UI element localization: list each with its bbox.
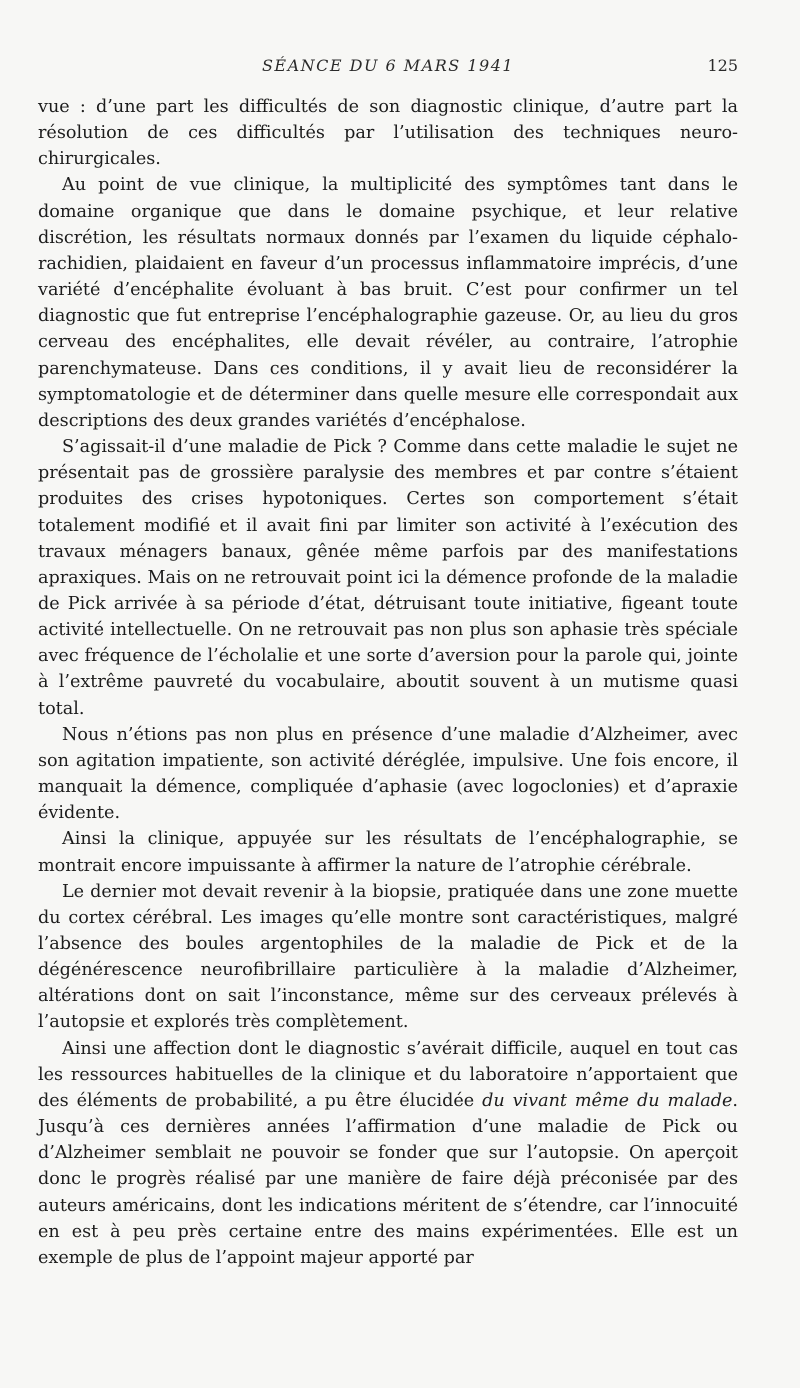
- paragraph-2: Au point de vue clinique, la multiplicité des symptômes tant dans le domaine organique que dans le domaine psychique, et leur relative discrétion, les résultats normaux donnés par l’examen du liquide céphalo-rachidien, plaidaient en faveur d’un processus inflammatoire imprécis, d’une variété d’encéphalite évoluant à bas bruit. C’est pour confirmer un tel diagnostic que fut entreprise l’encéphalographie gazeuse. Or, au lieu du gros cerveau des encéphalites, elle devait révéler, au contraire, l’atrophie parenchymateuse. Dans ces conditions, il y avait lieu de reconsidérer la symptomatologie et de déterminer dans quelle mesure elle correspondait aux descriptions des deux grandes variétés d’encéphalose.: [38, 175, 738, 431]
- paragraph-4: Nous n’étions pas non plus en présence d’une maladie d’Alzheimer, avec son agitation impatiente, son activité déréglée, impulsive. Une fois encore, il manquait la démence, compliquée d’aphasie (avec logoclonies) et d’apraxie évidente.: [38, 724, 738, 824]
- body-text: [38, 94, 738, 1271]
- page-header: [38, 56, 738, 80]
- page-number: 125: [707, 56, 738, 75]
- paragraph-7: [38, 1036, 738, 1271]
- paragraph-7-start: Ainsi une affection dont le diagnostic s’avérait difficile, auquel en tout cas les ressources habituelles de la clinique et du laboratoire n’apportaient que des éléments de probabilité, a pu être élucidée: [38, 1038, 738, 1111]
- paragraph-7-end: . Jusqu’à ces dernières années l’affirmation d’une maladie de Pick ou d’Alzheimer semblait ne pouvoir se fonder que sur l’autopsie. On aperçoit donc le progrès réalisé par une manière de faire déjà préconisée par des auteurs américains, dont les indications méritent de s’étendre, car l’innocuité en est à peu près certaine entre des mains expérimentées. Elle est un exemple de plus de l’appoint majeur apporté par: [38, 1090, 739, 1268]
- paragraph-5: Ainsi la clinique, appuyée sur les résultats de l’encéphalographie, se montrait encore impuissante à affirmer la nature de l’atrophie cérébrale.: [38, 829, 738, 876]
- paragraph-3: S’agissait-il d’une maladie de Pick ? Comme dans cette maladie le sujet ne présentait pas de grossière paralysie des membres et par contre s’étaient produites des crises hypotoniques. Certes son comportement s’était totalement modifié et il avait fini par limiter son activité à l’exécution des travaux ménagers banaux, gênée même parfois par des manifestations apraxiques. Mais on ne retrouvait point ici la démence profonde de la maladie de Pick arrivée à sa période d’état, détruisant toute initiative, figeant toute activité intellectuelle. On ne retrouvait pas non plus son aphasie très spéciale avec fréquence de l’écholalie et une sorte d’aversion pour la parole qui, jointe à l’extrême pauvreté du vocabulaire, aboutit souvent à un mutisme quasi total.: [38, 437, 738, 719]
- italic-phrase: du vivant même du malade: [482, 1090, 733, 1111]
- paragraph-1: vue : d’une part les difficultés de son diagnostic clinique, d’autre part la résolution de ces difficultés par l’utilisation des techniques neuro-chirurgicales.: [38, 97, 738, 170]
- running-title: SÉANCE DU 6 MARS 1941: [261, 56, 515, 75]
- paragraph-6: Le dernier mot devait revenir à la biopsie, pratiquée dans une zone muette du cortex cérébral. Les images qu’elle montre sont caractéristiques, malgré l’absence des boules argentophiles de la maladie de Pick et de la dégénérescence neurofibrillaire particulière à la maladie d’Alzheimer, altérations dont on sait l’inconstance, même sur des cerveaux prélevés à l’autopsie et explorés très complètement.: [38, 881, 738, 1033]
